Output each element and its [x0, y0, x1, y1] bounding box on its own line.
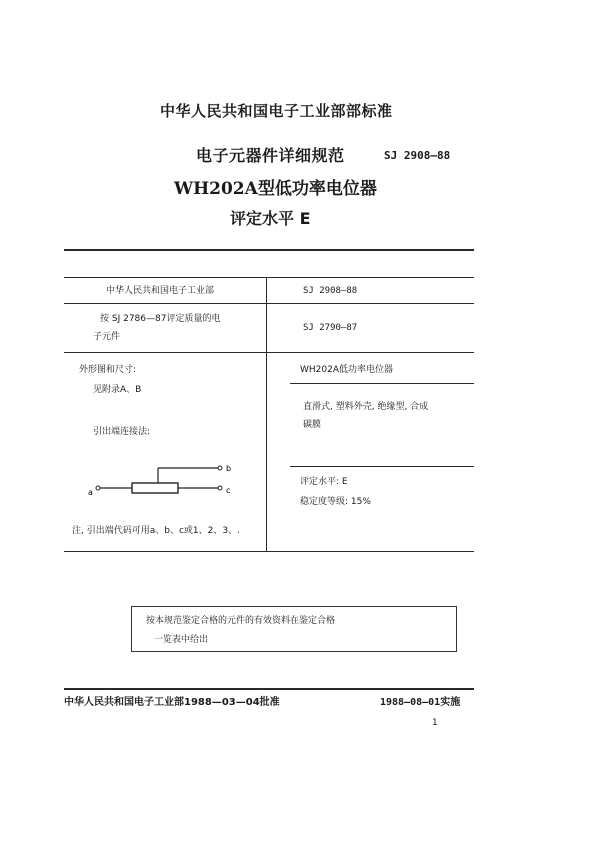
terminal-c-label: c — [226, 486, 231, 495]
issuing-authority: 中华人民共和国电子工业部 — [106, 286, 215, 296]
rule-row1 — [64, 303, 474, 304]
rule-right-sub1 — [290, 383, 474, 384]
terminal-a-dot — [96, 486, 100, 490]
rule-row2 — [64, 352, 474, 353]
pin-code-note: 注, 引出端代码可用a、b、c或1、2、3、. — [72, 526, 240, 536]
qualification-note-line1: 按本规范鉴定合格的元件的有效资料在鉴定合格 — [146, 616, 336, 626]
terminal-b-label: b — [226, 464, 232, 473]
rule-table-top — [64, 277, 474, 278]
rule-footer — [64, 688, 474, 690]
outline-reference: 见附录A、B — [93, 385, 142, 395]
terminal-a-label: a — [88, 488, 93, 497]
pin-connection-title: 引出端连接法: — [93, 427, 151, 437]
resistor-body — [132, 483, 178, 493]
quality-basis-line2: 子元件 — [93, 332, 121, 342]
product-name-cell: WH202A低功率电位器 — [300, 365, 394, 375]
rule-right-sub2 — [290, 466, 474, 467]
standard-org-title: 中华人民共和国电子工业部部标准 — [160, 102, 393, 120]
spec-title: 电子元器件详细规范 — [196, 146, 345, 165]
stability-grade-cell: 稳定度等级: 15% — [300, 497, 371, 507]
assessment-level-title: 评定水平 E — [230, 209, 311, 228]
rule-table-bottom — [64, 551, 474, 552]
description-line1: 直滑式, 塑料外壳, 绝缘型, 合成 — [303, 402, 429, 412]
potentiometer-schematic — [80, 455, 260, 505]
quality-basis-line1: 按 SJ 2786—87评定质量的电 — [100, 314, 221, 324]
product-title: WH202A型低功率电位器 — [174, 179, 377, 199]
approval-date: 中华人民共和国电子工业部1988—03—04批准 — [64, 697, 280, 708]
standard-code: SJ 2908—88 — [384, 149, 451, 162]
assessment-level-cell: 评定水平: E — [300, 477, 348, 487]
terminal-b-dot — [218, 466, 222, 470]
rule-column-divider — [266, 277, 267, 552]
qualification-note-line2: 一览表中给出 — [154, 635, 209, 645]
page-number: 1 — [432, 718, 438, 728]
terminal-c-dot — [218, 486, 222, 490]
outline-title: 外形图和尺寸: — [79, 365, 137, 375]
row2-standard-code: SJ 2790—87 — [303, 323, 358, 333]
rule-top — [64, 249, 474, 251]
row1-standard-code: SJ 2908—88 — [303, 286, 358, 296]
description-line2: 碳膜 — [303, 420, 322, 430]
implementation-date: 1988—08—01实施 — [380, 697, 461, 708]
qualification-note-box — [131, 606, 457, 652]
